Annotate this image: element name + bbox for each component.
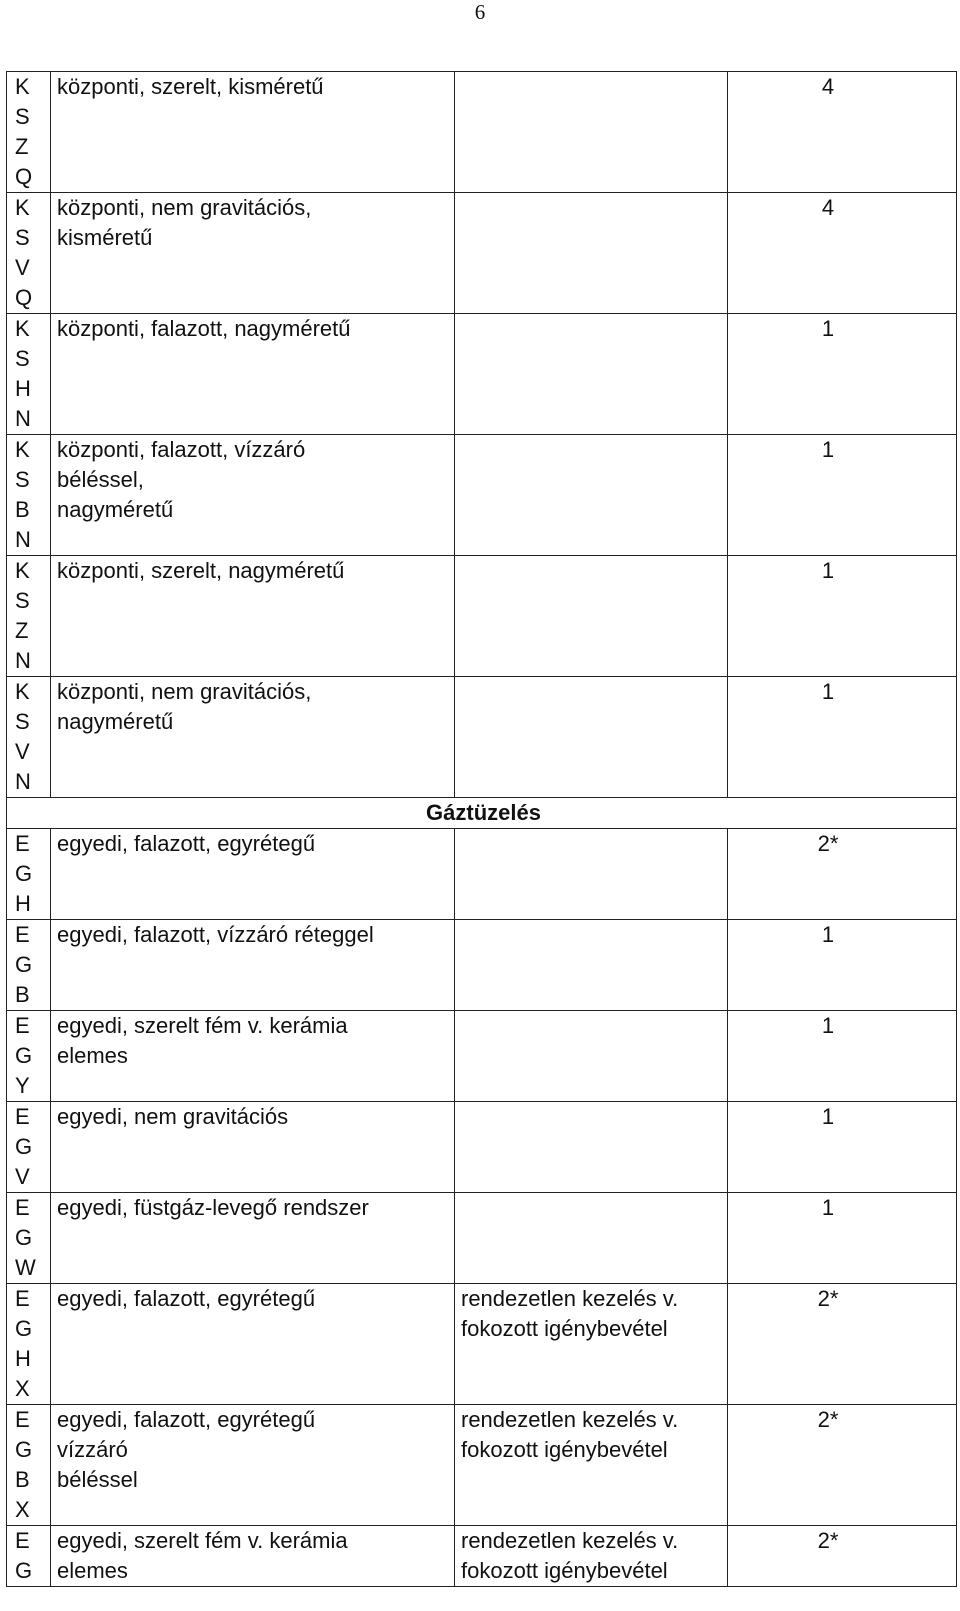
row-description: központi, nem gravitációs, kisméretű <box>51 193 455 314</box>
section-row <box>7 798 957 829</box>
row-description: egyedi, nem gravitációs <box>51 1102 455 1193</box>
row-count: 2* <box>728 829 957 920</box>
row-note <box>455 314 728 435</box>
row-count: 1 <box>728 556 957 677</box>
row-note <box>455 1102 728 1193</box>
row-code: K S Z N <box>7 556 51 677</box>
row-note: rendezetlen kezelés v. fokozott igénybevétel <box>455 1405 728 1526</box>
table-row <box>7 677 957 798</box>
row-code: E G B <box>7 920 51 1011</box>
row-code: K S B N <box>7 435 51 556</box>
row-count: 1 <box>728 435 957 556</box>
row-code: E G B X <box>7 1405 51 1526</box>
row-description: egyedi, falazott, egyrétegű vízzáró béléssel <box>51 1405 455 1526</box>
row-count: 1 <box>728 1011 957 1102</box>
row-note <box>455 1011 728 1102</box>
row-note: rendezetlen kezelés v. fokozott igénybevétel <box>455 1526 728 1587</box>
table-row <box>7 1405 957 1526</box>
row-note <box>455 193 728 314</box>
table-row <box>7 1284 957 1405</box>
row-note <box>455 556 728 677</box>
table-row <box>7 314 957 435</box>
table-row <box>7 435 957 556</box>
row-note <box>455 829 728 920</box>
row-count: 1 <box>728 314 957 435</box>
row-code: E G W <box>7 1193 51 1284</box>
row-count: 1 <box>728 1193 957 1284</box>
row-code: K S V N <box>7 677 51 798</box>
row-count: 4 <box>728 72 957 193</box>
row-note <box>455 1193 728 1284</box>
row-code: E G Y <box>7 1011 51 1102</box>
row-code: K S H N <box>7 314 51 435</box>
row-count: 4 <box>728 193 957 314</box>
row-note: rendezetlen kezelés v. fokozott igénybevétel <box>455 1284 728 1405</box>
row-description: egyedi, szerelt fém v. kerámia elemes <box>51 1011 455 1102</box>
row-count: 2* <box>728 1405 957 1526</box>
section-title: Gáztüzelés <box>426 800 541 825</box>
row-description: egyedi, falazott, egyrétegű <box>51 829 455 920</box>
row-description: egyedi, füstgáz-levegő rendszer <box>51 1193 455 1284</box>
row-description: központi, szerelt, kisméretű <box>51 72 455 193</box>
table-row <box>7 1193 957 1284</box>
row-description: egyedi, falazott, vízzáró réteggel <box>51 920 455 1011</box>
row-note <box>455 677 728 798</box>
table-body <box>7 72 957 1587</box>
chimney-table <box>6 71 957 1587</box>
row-count: 2* <box>728 1526 957 1587</box>
row-code: K S Z Q <box>7 72 51 193</box>
row-code: E G V <box>7 1102 51 1193</box>
row-code: E G <box>7 1526 51 1587</box>
table-row <box>7 72 957 193</box>
page-number: 6 <box>474 0 486 24</box>
row-count: 1 <box>728 677 957 798</box>
table-row <box>7 920 957 1011</box>
table-row <box>7 193 957 314</box>
row-code: E G H <box>7 829 51 920</box>
row-description: egyedi, falazott, egyrétegű <box>51 1284 455 1405</box>
row-description: központi, szerelt, nagyméretű <box>51 556 455 677</box>
section-heading-cell <box>7 798 957 829</box>
row-count: 1 <box>728 920 957 1011</box>
row-description: egyedi, szerelt fém v. kerámia elemes <box>51 1526 455 1587</box>
row-description: központi, nem gravitációs, nagyméretű <box>51 677 455 798</box>
row-note <box>455 920 728 1011</box>
row-description: központi, falazott, vízzáró béléssel, nagyméretű <box>51 435 455 556</box>
table-row <box>7 829 957 920</box>
row-code: E G H X <box>7 1284 51 1405</box>
row-count: 2* <box>728 1284 957 1405</box>
row-note <box>455 72 728 193</box>
table-row <box>7 1526 957 1587</box>
row-description: központi, falazott, nagyméretű <box>51 314 455 435</box>
row-note <box>455 435 728 556</box>
table-row <box>7 1102 957 1193</box>
row-code: K S V Q <box>7 193 51 314</box>
table-row <box>7 556 957 677</box>
row-count: 1 <box>728 1102 957 1193</box>
table-row <box>7 1011 957 1102</box>
